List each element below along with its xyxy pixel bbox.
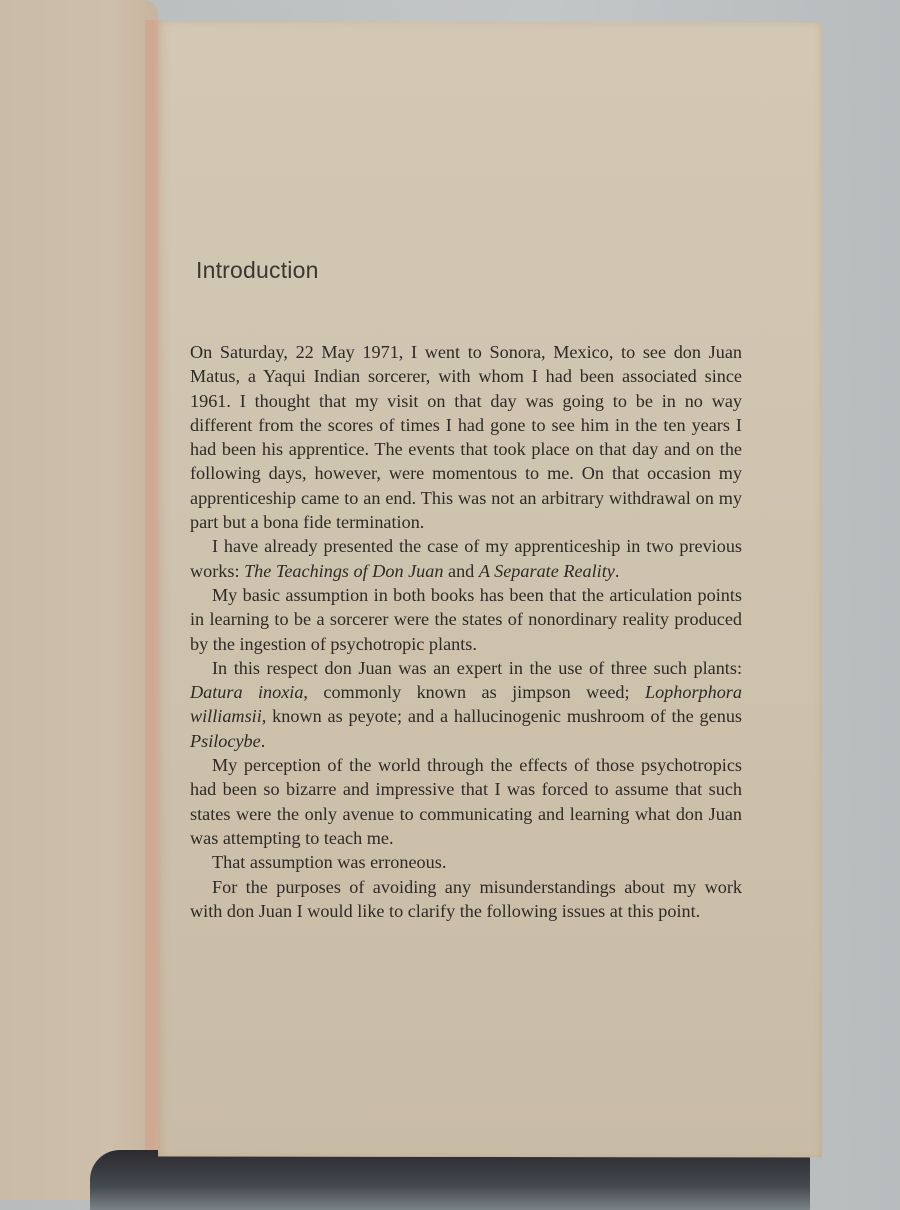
text-span: and [443,560,479,581]
paragraph-6: That assumption was erroneous. [212,852,447,873]
text-span: I have already presented the case of my apprenticeship in two previous works: [190,536,742,581]
left-page [0,0,158,1200]
paragraph-4 [190,656,742,753]
chapter-title: Introduction [196,257,319,283]
text-span: . [260,730,266,751]
book-title-separate-reality: A Separate Reality [478,560,615,581]
text-span: , commonly known as jimpson weed; [303,682,645,703]
book-shadow [90,1150,810,1210]
species-lophophora: Lophorphora williamsii [190,682,742,727]
paragraph-3: My basic assumption in both books has been that the articulation points in learning to be a sorcerer were the states of nonordinary reality produced by the ingestion of psychotropic plants. [190,584,742,654]
text-span: In this respect don Juan was an expert in the use of three such plants: [212,657,742,678]
species-datura: Datura inoxia [190,682,304,703]
genus-psilocybe: Psilocybe [190,730,261,751]
text-span: . [614,560,620,581]
body-text [190,340,742,923]
paragraph-5: My perception of the world through the effects of those psychotropics had been so bizarre and impressive that I was forced to assume that such states were the only avenue to communicating and learning what don Juan was attempting to teach me. [190,755,742,848]
book-title-teachings: The Teachings of Don Juan [244,560,444,581]
paragraph-2 [190,534,742,583]
text-span: , known as peyote; and a hallucinogenic mushroom of the genus [261,706,742,727]
paragraph-7: For the purposes of avoiding any misunderstandings about my work with don Juan I would like to clarify the following issues at this point. [190,876,742,921]
page-content [190,250,742,923]
paragraph-1: On Saturday, 22 May 1971, I went to Sonora, Mexico, to see don Juan Matus, a Yaqui Indian sorcerer, with whom I had been associated since 1961. I thought that my visit on that day was going to be in no way different from the scores of times I had gone to see him in the ten years I had been his apprentice. The events that took place on that day and on the following days, however, were momentous to me. On that occasion my apprenticeship came to an end. This was not an arbitrary withdrawal on my part but a bona fide termination. [190,342,742,533]
